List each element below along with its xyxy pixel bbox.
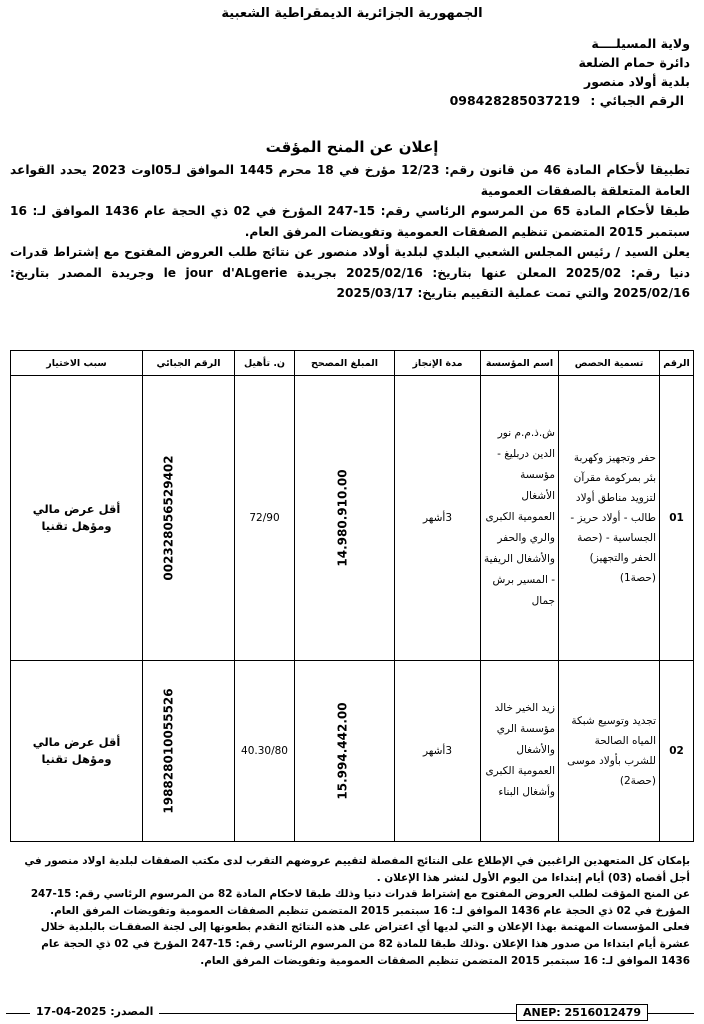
source-date: 2025-04-17	[36, 1005, 107, 1018]
notice-intro	[10, 160, 690, 304]
country-title: الجمهورية الجزائرية الديمقراطية الشعبية	[221, 6, 483, 21]
footer-paragraph-3: فعلى المؤسسات المهتمة بهذا الإعلان و التي لديها أي اعتراض على هذه النتائج التقدم بطعونها إلى لجنة الصفقـات بالبلدية خلال عشرة أيام ابتداءا من صدور هذا الإعلان .وذلك طبقا للمادة 82 من المرسوم الرئاسي رقم: 15-247 المؤرخ في 02 ذي الحجة عام 1436 الموافق لـ: 16 سبتمبر 2015 المتضمن تنظيم الصفقات العمومية وتفويضات المرفق العام.	[40, 921, 690, 967]
table-row	[11, 376, 694, 661]
row-score: 40.30/80	[235, 660, 295, 841]
row-reason: أقل عرض مالي ومؤهل تقنيا	[11, 376, 143, 661]
header-number: الرقم	[660, 351, 694, 376]
row-lot: تجديد وتوسيع شبكة المياه الصالحة للشرب بأولاد موسى (حصة2)	[559, 660, 660, 841]
row-number: 02	[660, 660, 694, 841]
tax-number-line	[440, 91, 690, 110]
row-amount-cell	[295, 376, 395, 661]
footer-paragraph-1: بإمكان كل المتعهدين الراغبين في الإطلاع على النتائج المفصلة لتقييم عروضهم التقرب لدى مكتب الصفقات لبلدية اولاد منصور في أجل أقصاه (03) أيام إبتداءا من اليوم الأول لنشر هذا الإعلان .	[24, 855, 690, 884]
footer-paragraph-2: عن المنح المؤقت لطلب العروض المفتوح مع إشتراط قدرات دنيا وذلك طبقا لاحكام المادة 82 من المرسوم الرئاسي رقم: 15-247 المؤرخ في 02 ذي الحجة عام 1436 الموافق لـ: 16 سبتمبر 2015 المتضمن تنظيم الصفقات العمومية وتفويضات المرفق العام.	[30, 888, 690, 917]
header-tax-id: الرقم الجبائي	[143, 351, 235, 376]
notice-title: إعلان عن المنح المؤقت	[265, 138, 439, 156]
header-score: ن. تأهيل	[235, 351, 295, 376]
row-company: ش.ذ.م.م نور الدين دربليغ - مؤسسة الأشغال العمومية الكبرى والري والحفر والأشغال الريفية - المسير برش جمال	[481, 376, 559, 661]
row-duration: 3أشهر	[395, 376, 481, 661]
intro-paragraph-2: طبقا لأحكام المادة 65 من المرسوم الرئاسي رقم: 15-247 المؤرخ في 02 ذي الحجة عام 1436 الموافق لـ: 16 سبتمبر 2015 المتضمن تنظيم الصفقات العمومية وتفويضات المرفق العام.	[10, 204, 690, 239]
intro-paragraph-1: تطبيقا لأحكام المادة 46 من قانون رقم: 12/23 مؤرخ في 18 محرم 1445 الموافق لـ05اوت 2023 يحدد القواعد العامة المتعلقة بالصفقات العمومية	[10, 163, 690, 198]
source-label: المصدر:	[110, 1005, 154, 1018]
tax-number-value: 098428285037219	[449, 93, 581, 108]
table-row	[11, 660, 694, 841]
header-company: اسم المؤسسة	[481, 351, 559, 376]
anep-reference: ANEP: 2516012479	[516, 1004, 648, 1021]
commune-label: بلدية أولاد منصور	[584, 74, 690, 89]
row-tax-id-cell	[143, 660, 235, 841]
notice-footer	[12, 853, 690, 969]
row-tax-id: 198828010055526	[161, 688, 176, 814]
header-duration: مدة الإنجاز	[395, 351, 481, 376]
header-reason: سبب الاختيار	[11, 351, 143, 376]
row-lot: حفر وتجهيز وكهربة بئر بمركومة مقرآن لتزويد مناطق أولاد طالب - أولاد حريز - الجساسية - (حصة الحفر والتجهيز) (حصة1)	[559, 376, 660, 661]
header-lot: تسمية الحصص	[559, 351, 660, 376]
row-company: زيد الخير خالد مؤسسة الري والأشغال العمومية الكبرى وأشغال البناء	[481, 660, 559, 841]
tax-number-label: الرقم الجبائي :	[590, 93, 684, 108]
administration-block	[440, 34, 690, 110]
wilaya-label: ولاية المسيلــــة	[591, 36, 690, 51]
row-reason: أقل عرض مالي ومؤهل تقنيا	[11, 660, 143, 841]
row-score: 72/90	[235, 376, 295, 661]
header-amount: المبلغ المصحح	[295, 351, 395, 376]
table-header-row	[11, 351, 694, 376]
row-tax-id-cell	[143, 376, 235, 661]
row-tax-id: 002328056529402	[161, 455, 176, 581]
daira-label: دائرة حمام الضلعة	[578, 55, 690, 70]
row-amount: 15.994.442.00	[335, 702, 350, 800]
row-number: 01	[660, 376, 694, 661]
row-duration: 3أشهر	[395, 660, 481, 841]
intro-paragraph-3: يعلن السيد / رئيس المجلس الشعبي البلدي لبلدية أولاد منصور عن نتائج طلب العروض المفتوح مع إشتراط قدرات دنيا رقم: 2025/02 المعلن عنها بتاريخ: 2025/02/16 بجريدة le jour d'ALgerie وجريدة المصدر بتاريخ: 2025/02/16 والتي تمت عملية التقييم بتاريخ: 2025/03/17	[10, 245, 690, 300]
row-amount-cell	[295, 660, 395, 841]
row-amount: 14.980.910.00	[335, 469, 350, 567]
source-line	[30, 1005, 159, 1018]
awards-table	[10, 350, 694, 842]
